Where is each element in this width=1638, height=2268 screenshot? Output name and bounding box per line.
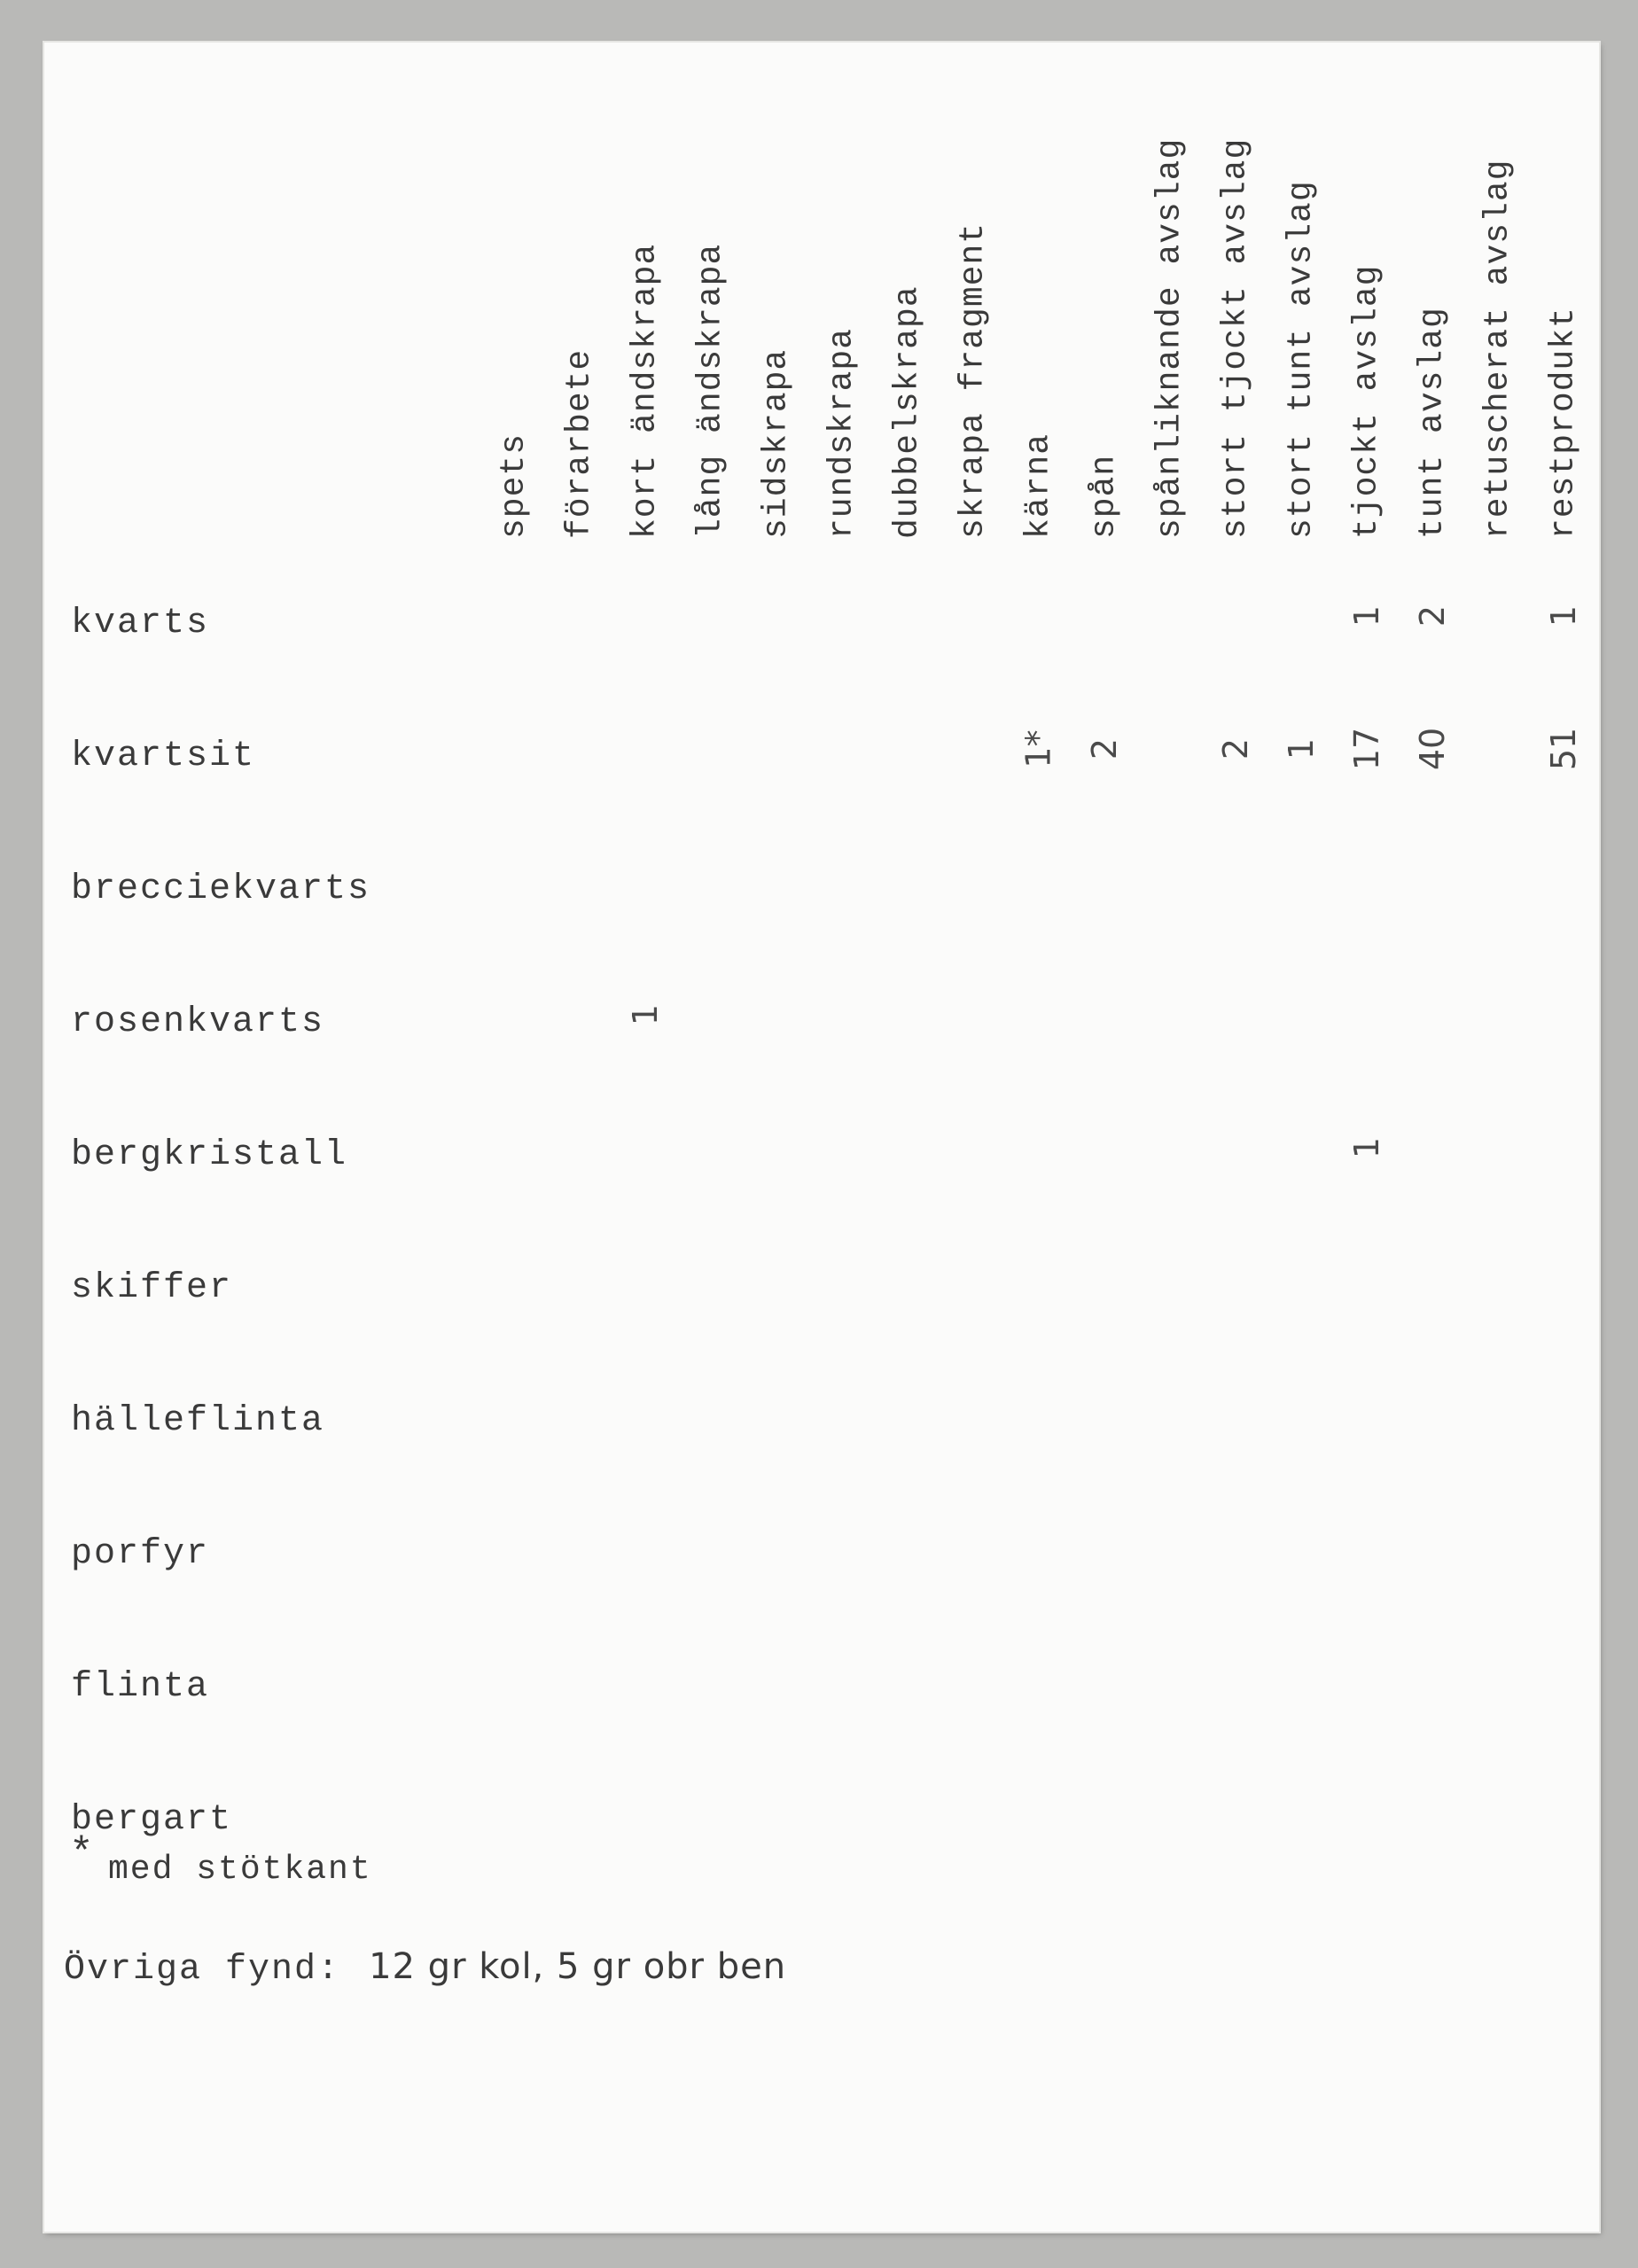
table-cell	[1344, 1128, 1390, 1167]
cell-value: 2	[1413, 604, 1452, 627]
row-label: bergkristall	[71, 1135, 348, 1175]
column-header-label: kärna	[1019, 433, 1058, 539]
table-cell	[1409, 727, 1455, 771]
column-header	[1147, 43, 1193, 539]
column-header	[1409, 43, 1455, 539]
column-header	[1016, 43, 1062, 539]
cell-value: 1	[1282, 737, 1321, 760]
footnote-symbol: *	[69, 1831, 96, 1877]
cell-value: 2	[1085, 737, 1124, 760]
cell-value: 1	[1347, 604, 1386, 627]
other-finds-label: Övriga fynd:	[64, 1950, 341, 1990]
row-label: porfyr	[71, 1534, 210, 1574]
table-cell	[1213, 729, 1259, 768]
column-header-label: lång ändskrapa	[691, 243, 730, 539]
column-header	[819, 43, 865, 539]
column-header	[1081, 43, 1127, 539]
column-header-label: dubbelskrapa	[888, 285, 927, 539]
row-label: bergart	[71, 1800, 233, 1840]
column-header-label: rundskrapa	[823, 327, 862, 539]
row-label: brecciekvarts	[71, 869, 371, 909]
column-header	[753, 43, 800, 539]
column-header-label: sidskrapa	[757, 348, 796, 539]
row-label: kvarts	[71, 604, 210, 643]
table-cell	[1344, 727, 1390, 771]
cell-value: 17	[1346, 727, 1386, 771]
row-label: hälleflinta	[71, 1401, 325, 1441]
table-cell	[1278, 729, 1324, 768]
column-header	[622, 43, 668, 539]
table-cell	[1344, 596, 1390, 635]
column-header-label: retuscherat avslag	[1478, 159, 1517, 539]
column-header	[491, 43, 537, 539]
row-label: skiffer	[71, 1268, 233, 1308]
table-cell	[1409, 596, 1455, 635]
cell-value: 1	[626, 1003, 665, 1026]
column-header	[688, 43, 734, 539]
column-header	[1213, 43, 1259, 539]
table-cell	[1540, 596, 1587, 635]
table-cell	[1016, 729, 1062, 768]
column-header-label: spånliknande avslag	[1150, 137, 1190, 539]
document-sheet	[44, 43, 1599, 2232]
column-header-label: stort tjockt avslag	[1216, 137, 1255, 539]
column-header-label: stort tunt avslag	[1282, 180, 1321, 539]
column-header-label: skrapa fragment	[954, 222, 993, 539]
column-header	[885, 43, 931, 539]
column-header	[557, 43, 603, 539]
cell-value: 1	[1544, 604, 1583, 627]
other-finds-value: 12 gr kol, 5 gr obr ben	[369, 1946, 787, 1987]
column-header	[1540, 43, 1587, 539]
column-header-label: tunt avslag	[1413, 307, 1452, 539]
column-header	[1278, 43, 1324, 539]
other-finds	[64, 1946, 786, 1990]
cell-value: 1*	[1019, 729, 1058, 768]
column-header	[1475, 43, 1521, 539]
column-header	[950, 43, 996, 539]
column-header-label: spån	[1085, 454, 1124, 539]
cell-value: 2	[1216, 737, 1255, 760]
table-cell	[1081, 729, 1127, 768]
cell-value: 1	[1347, 1136, 1386, 1159]
footnote-text: med stötkant	[108, 1851, 372, 1889]
column-header-label: tjockt avslag	[1347, 264, 1386, 539]
row-label: rosenkvarts	[71, 1002, 325, 1042]
table-cell	[1540, 727, 1587, 771]
table-cell	[622, 995, 668, 1034]
column-header	[1344, 43, 1390, 539]
column-header-label: spets	[495, 433, 534, 539]
row-label: flinta	[71, 1667, 210, 1707]
row-label: kvartsit	[71, 737, 256, 776]
column-header-label: förarbete	[560, 348, 599, 539]
column-header-label: restprodukt	[1544, 307, 1583, 539]
column-header-label: kort ändskrapa	[626, 243, 665, 539]
cell-value: 51	[1543, 727, 1583, 771]
cell-value: 40	[1412, 727, 1452, 771]
footnote	[69, 1831, 372, 1889]
